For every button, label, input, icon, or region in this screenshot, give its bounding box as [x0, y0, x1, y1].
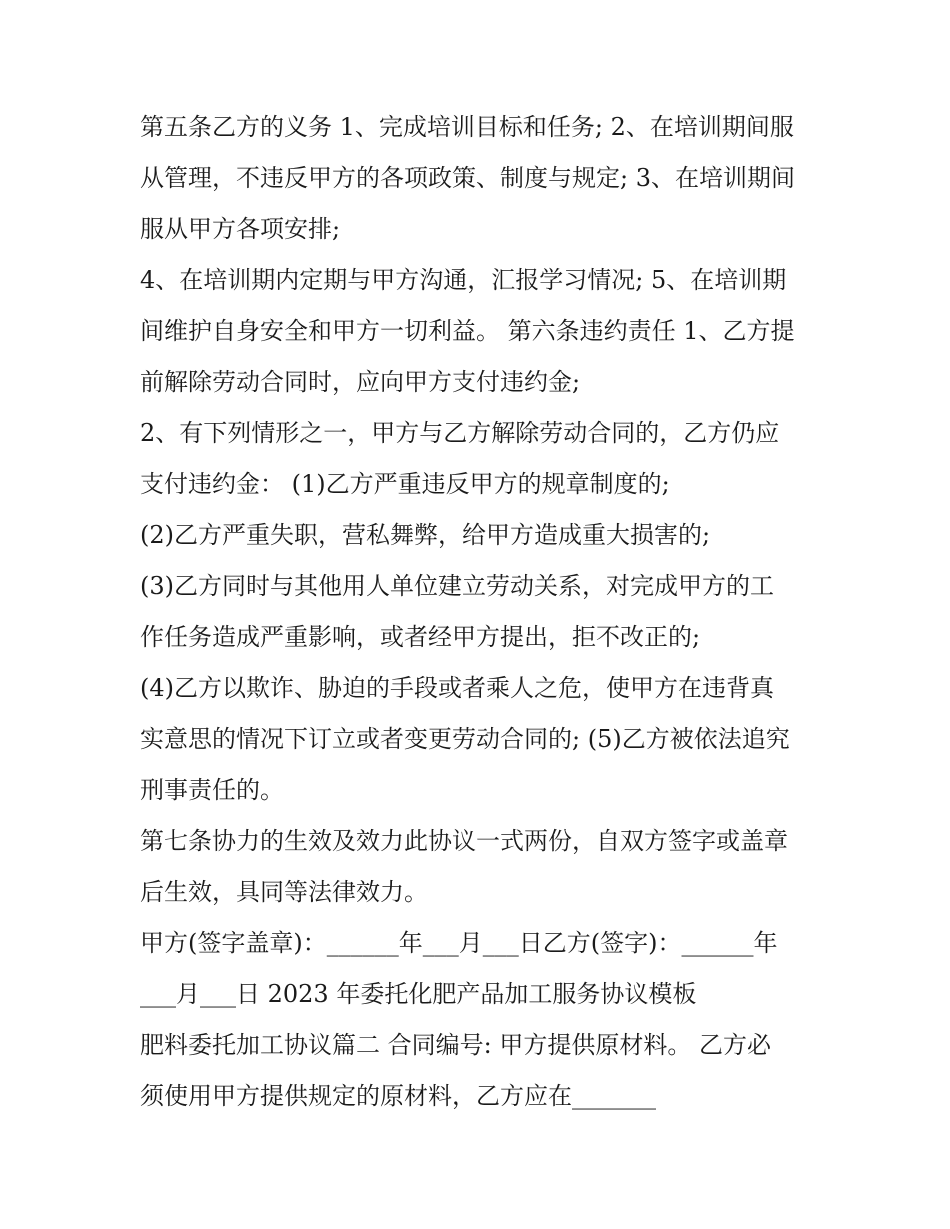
text-line: (2)乙方严重失职，营私舞弊，给甲方造成重大损害的;	[140, 521, 711, 549]
signature-date-line: ___月___日 2023 年委托化肥产品加工服务协议模板	[140, 980, 697, 1008]
text-line: 间维护自身安全和甲方一切利益。 第六条违约责任 1、乙方提	[140, 317, 795, 345]
text-line: (3)乙方同时与其他用人单位建立劳动关系，对完成甲方的工	[140, 572, 774, 600]
text-line: 支付违约金： (1)乙方严重违反甲方的规章制度的;	[140, 470, 670, 498]
document-body	[140, 102, 820, 1122]
text-line: 实意思的情况下订立或者变更劳动合同的; (5)乙方被依法追究	[140, 725, 790, 753]
text-line: 肥料委托加工协议篇二 合同编号: 甲方提供原材料。 乙方必	[140, 1031, 771, 1059]
text-line: 刑事责任的。	[140, 776, 284, 804]
text-line: 后生效，具同等法律效力。	[140, 878, 428, 906]
text-line: 作任务造成严重影响，或者经甲方提出，拒不改正的;	[140, 623, 701, 651]
text-line: (4)乙方以欺诈、胁迫的手段或者乘人之危，使甲方在违背真	[140, 674, 774, 702]
text-line: 从管理，不违反甲方的各项政策、制度与规定; 3、在培训期间	[140, 164, 795, 192]
text-line: 2、有下列情形之一，甲方与乙方解除劳动合同的，乙方仍应	[140, 419, 780, 447]
text-line: 4、在培训期内定期与甲方沟通，汇报学习情况; 5、在培训期	[140, 266, 787, 294]
text-line: 须使用甲方提供规定的原材料，乙方应在_______	[140, 1082, 656, 1110]
text-line: 前解除劳动合同时，应向甲方支付违约金;	[140, 368, 581, 396]
signature-line: 甲方(签字盖章)：______年___月___日乙方(签字)：______年	[140, 929, 778, 957]
text-line: 第七条协力的生效及效力此协议一式两份，自双方签字或盖章	[140, 827, 788, 855]
text-line: 第五条乙方的义务 1、完成培训目标和任务; 2、在培训期间服	[140, 113, 794, 141]
text-line: 服从甲方各项安排;	[140, 215, 341, 243]
